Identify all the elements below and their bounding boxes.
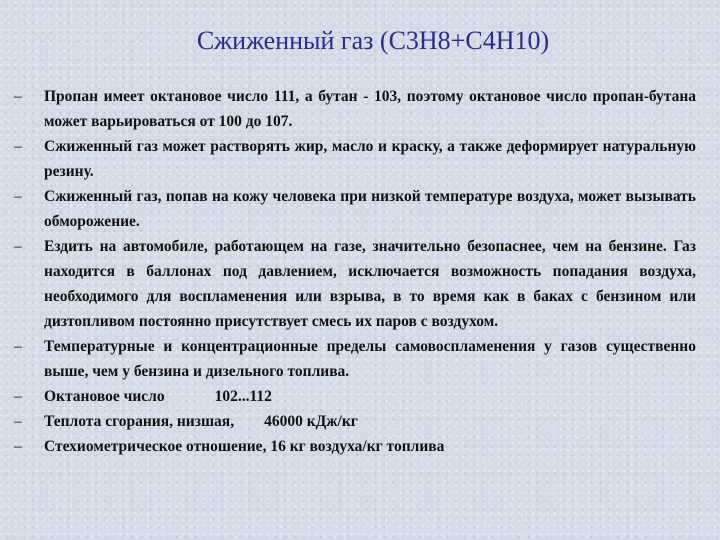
- dash-bullet-icon: –: [14, 438, 22, 455]
- dash-bullet-icon: –: [14, 388, 22, 405]
- dash-bullet-icon: –: [14, 138, 22, 155]
- dash-bullet-icon: –: [14, 338, 22, 355]
- bullet-list: [14, 84, 696, 459]
- list-item: [14, 334, 696, 384]
- dash-bullet-icon: –: [14, 238, 22, 255]
- list-item-text: Пропан имеет октановое число 111, а бутан - 103, поэтому октановое число пропан-бутана может варьироваться от 100 до 107.: [44, 88, 696, 130]
- list-item: [14, 234, 696, 334]
- property-label: Теплота сгорания, низшая,: [44, 413, 235, 430]
- list-item-text: Сжиженный газ, попав на кожу человека при низкой температуре воздуха, может вызывать обморожение.: [44, 188, 696, 230]
- property-value: 46000 кДж/кг: [264, 413, 358, 430]
- dash-bullet-icon: –: [14, 188, 22, 205]
- list-item-text: Температурные и концентрационные пределы самовоспламенения у газов существенно выше, чем у бензина и дизельного топлива.: [44, 338, 696, 380]
- list-item: [14, 84, 696, 134]
- property-item: [14, 409, 696, 434]
- slide-title: Сжиженный газ (С3Н8+С4Н10): [196, 26, 550, 55]
- list-item-text: Ездить на автомобиле, работающем на газе, значительно безопаснее, чем на бензине. Газ находится в баллонах под давлением, исключается возможность попадания воздуха, необходимого для воспламенения или взрыва, в то время как в баках с бензином или дизтопливом постоянно присутствует смесь их паров с воздухом.: [44, 238, 696, 330]
- property-value: 16 кг воздуха/кг топлива: [270, 438, 445, 455]
- property-item: [14, 434, 696, 459]
- property-item: [14, 384, 696, 409]
- list-item-text: Сжиженный газ может растворять жир, масло и краску, а также деформирует натуральную резину.: [44, 138, 696, 180]
- property-label: Стехиометрическое отношение,: [44, 438, 267, 455]
- list-item: [14, 134, 696, 184]
- property-label: Октановое число: [44, 388, 165, 405]
- dash-bullet-icon: –: [14, 413, 22, 430]
- dash-bullet-icon: –: [14, 88, 22, 105]
- property-value: 102...112: [214, 388, 272, 405]
- list-item: [14, 184, 696, 234]
